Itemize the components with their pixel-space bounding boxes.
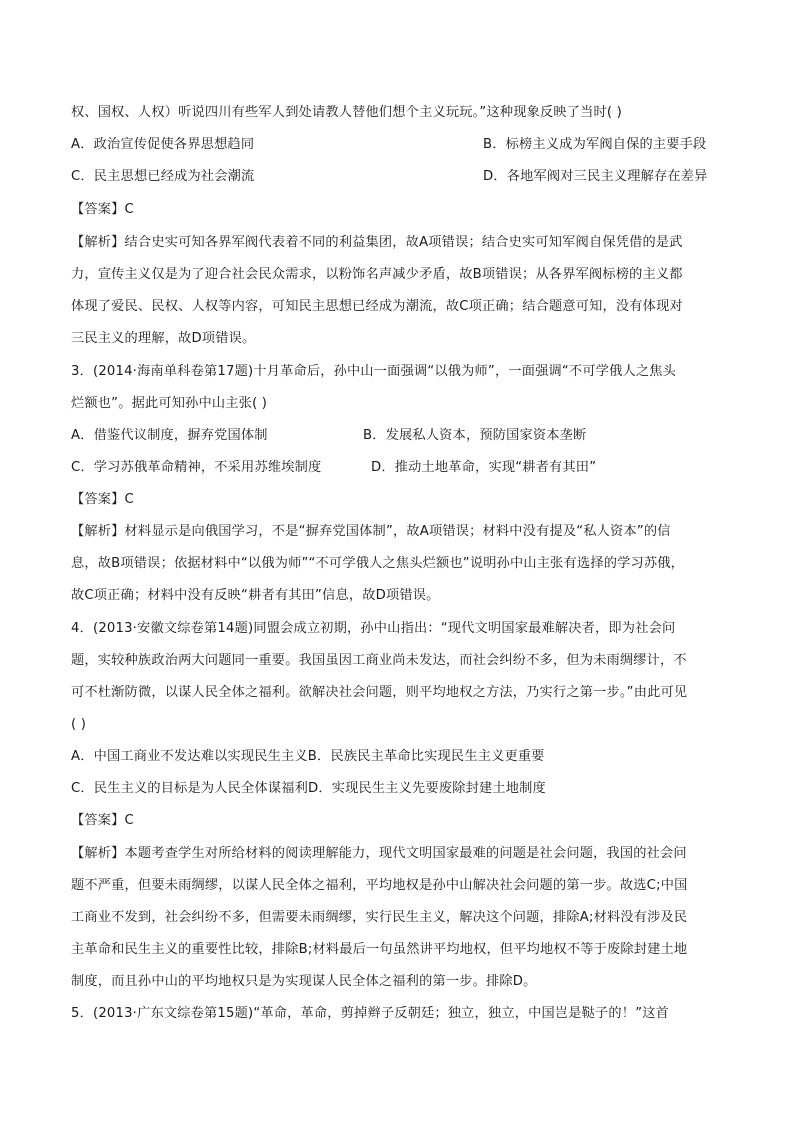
- q4-analysis-line-5: 制度，而且孙中山的平均地权只是为实现谋人民全体之福利的第一步。排除D。: [71, 974, 537, 989]
- q3-option-c: C．学习苏俄革命精神，不采用苏维埃制度: [71, 460, 322, 475]
- q3-analysis-line-2: 息，故B项错误；依据材料中“以俄为师”“不可学俄人之焦头烂额也”说明孙中山主张有选择的学习苏俄，: [71, 556, 685, 571]
- q4-analysis-line-1: 【解析】本题考查学生对所给材料的阅读理解能力，现代文明国家最难的问题是社会问题，我国的社会问: [71, 846, 687, 861]
- q2-option-a: A．政治宣传促使各界思想趋同: [71, 137, 255, 152]
- q2-answer: 【答案】C: [71, 202, 134, 217]
- q2-stem-tail: 权、国权、人权）听说四川有些军人到处请教人替他们想个主义玩玩。”这种现象反映了当时( ): [71, 105, 623, 120]
- q3-stem-line-2: 烂额也”。据此可知孙中山主张( ): [71, 396, 268, 411]
- q4-stem-line-3: 可不杜渐防微，以谋人民全体之福利。欲解决社会问题，则平均地权之方法，乃实行之第一步。”由此可见: [71, 685, 688, 700]
- q3-option-a: A．借鉴代议制度，摒弃党国体制: [71, 428, 268, 443]
- q4-stem-line-4: ( ): [71, 717, 87, 732]
- q3-option-b: B．发展私人资本，预防国家资本垄断: [363, 428, 587, 443]
- q3-analysis-line-1: 【解析】材料显示是向俄国学习，不是“摒弃党国体制”，故A项错误；材料中没有提及“私人资本”的信: [71, 524, 671, 539]
- q4-option-cd: C．民生主义的目标是为人民全体谋福利D．实现民生主义先要废除封建土地制度: [71, 781, 546, 796]
- q4-option-ab: A．中国工商业不发达难以实现民生主义B．民族民主革命比实现民生主义更重要: [71, 749, 545, 764]
- q4-stem-line-1: 4．(2013·安徽文综卷第14题)同盟会成立初期，孙中山指出：“现代文明国家最难解决者，即为社会问: [71, 621, 676, 636]
- q2-option-c: C．民主思想已经成为社会潮流: [71, 169, 255, 184]
- q2-option-d: D．各地军阀对三民主义理解存在差异: [483, 169, 708, 184]
- q2-analysis-line-2: 力，宣传主义仅是为了迎合社会民众需求，以粉饰名声减少矛盾，故B项错误；从各界军阀标榜的主义都: [71, 267, 683, 282]
- q4-stem-line-2: 题，实较种族政治两大问题同一重要。我国虽因工商业尚未发达，而社会纠纷不多，但为未雨绸缪计，不: [71, 653, 687, 668]
- q5-stem-line-1: 5．(2013·广东文综卷第15题)“革命，革命，剪掉辫子反朝廷；独立，独立，中国岂是鞑子的！”这首: [71, 1006, 669, 1021]
- q3-analysis-line-3: 故C项正确；材料中没有反映“耕者有其田”信息，故D项错误。: [71, 588, 440, 603]
- q4-answer: 【答案】C: [71, 813, 134, 828]
- q2-analysis-line-4: 三民主义的理解，故D项错误。: [71, 331, 256, 346]
- q4-analysis-line-4: 主革命和民生主义的重要性比较，排除B;材料最后一句虽然讲平均地权，但平均地权不等于废除封建土地: [71, 942, 688, 957]
- q4-analysis-line-2: 题不严重，但要未雨绸缪，以谋人民全体之福利，平均地权是孙中山解决社会问题的第一步。故选C;中国: [71, 878, 688, 893]
- q3-answer: 【答案】C: [71, 492, 134, 507]
- q2-analysis-line-3: 体现了爱民、民权、人权等内容，可知民主思想已经成为潮流，故C项正确；结合题意可知，没有体现对: [71, 299, 683, 314]
- q2-analysis-line-1: 【解析】结合史实可知各界军阀代表着不同的利益集团，故A项错误；结合史实可知军阀自保凭借的是武: [71, 235, 683, 250]
- q3-option-d: D．推动土地革命，实现“耕者有其田”: [371, 460, 597, 475]
- q2-option-b: B．标榜主义成为军阀自保的主要手段: [483, 137, 707, 152]
- q3-stem-line-1: 3．(2014·海南单科卷第17题)十月革命后，孙中山一面强调“以俄为师”，一面强调“不可学俄人之焦头: [71, 364, 677, 379]
- q4-analysis-line-3: 工商业不发到，社会纠纷不多，但需要未雨绸缪，实行民生主义，解决这个问题，排除A;材料没有涉及民: [71, 910, 688, 925]
